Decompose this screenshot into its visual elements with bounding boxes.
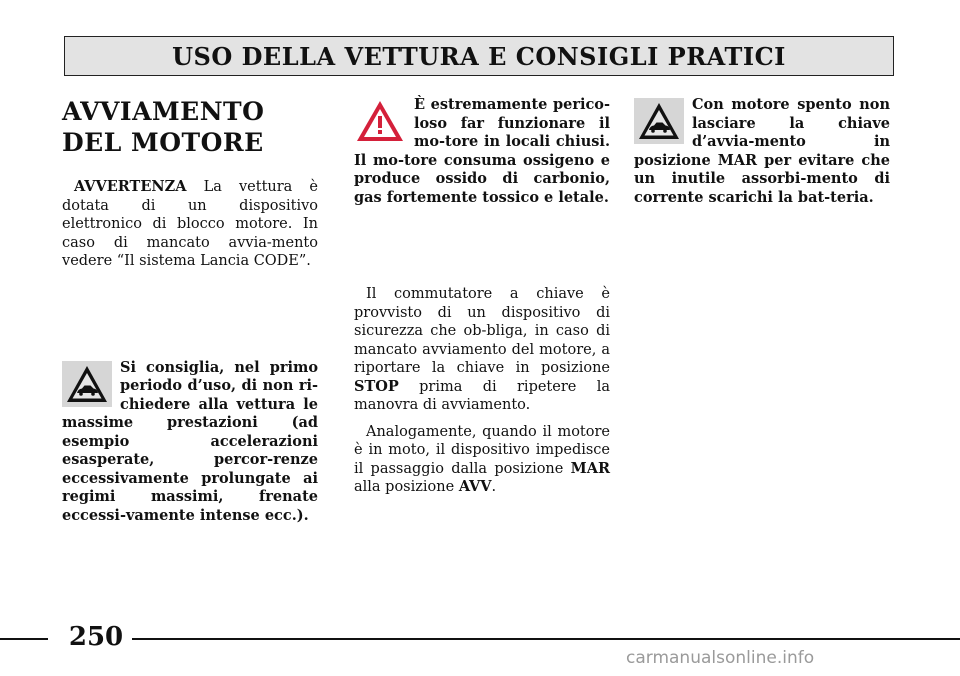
key-switch-paragraph [354, 285, 610, 415]
page-number: 250 [68, 622, 124, 652]
section-title [62, 96, 318, 158]
engine-running-paragraph [354, 423, 610, 497]
engine-running-text-c: . [491, 479, 497, 495]
engine-running-text-b: alla posizione [354, 479, 459, 495]
car-notice-1 [62, 359, 318, 526]
stop-position: STOP [354, 377, 399, 395]
watermark: carmanualsonline.info [626, 648, 815, 668]
car-warning-triangle-icon [634, 98, 684, 144]
danger-notice-text: È estremamente perico-loso far funzionare il mo-tore in locali chiusi. Il mo-tore consuma ossigeno e produce ossido di carbonio, gas fortemente tossico e letale. [354, 96, 610, 206]
car-warning-triangle-icon [62, 361, 112, 407]
header-title: USO DELLA VETTURA E CONSIGLI PRATICI [172, 41, 786, 71]
danger-triangle-icon [354, 98, 406, 144]
warning-label: AVVERTENZA [74, 178, 187, 195]
car-notice-2-text: Con motore spento non lasciare la chiave d’avvia-mento in posizione MAR per evitare che un inutile assorbi-mento di corrente scarichi la bat-teria. [634, 96, 890, 206]
engine-running-text-a: Analogamente, quando il motore è in moto, il dispositivo impedisce il passaggio dalla posizione [354, 423, 610, 477]
section-title-line1: AVVIAMENTO [62, 97, 265, 126]
column-2 [354, 96, 610, 497]
column-3 [634, 96, 890, 207]
column-1 [62, 96, 318, 525]
danger-notice [354, 96, 610, 207]
key-switch-text-a: Il commutatore a chiave è provvisto di un dispositivo di sicurezza che ob-bliga, in caso di mancato avviamento del motore, a riportare la chiave in posizione [354, 286, 610, 376]
key-switch-text-b: prima di ripetere la manovra di avviamento. [354, 378, 610, 413]
footer-rule-left [0, 638, 48, 640]
mar-position: MAR [570, 459, 610, 477]
car-notice-2 [634, 96, 890, 207]
avv-position: AVV [458, 478, 492, 495]
section-title-line2: DEL MOTORE [62, 128, 264, 157]
car-notice-1-text: Si consiglia, nel primo periodo d’uso, di non ri-chiedere alla vettura le massime prestazioni (ad esempio accelerazioni esasperate, percor-renze eccessivamente prolungate ai regimi massimi, frenate eccessi-vamente intense ecc.). [62, 358, 318, 524]
page-header [64, 36, 894, 76]
footer-rule-right [132, 638, 960, 640]
warning-paragraph [62, 178, 318, 271]
warning-text: La vettura è dotata di un dispositivo elettronico di blocco motore. In caso di mancato avvia-mento vedere “Il sistema Lancia CODE”. [62, 179, 318, 269]
